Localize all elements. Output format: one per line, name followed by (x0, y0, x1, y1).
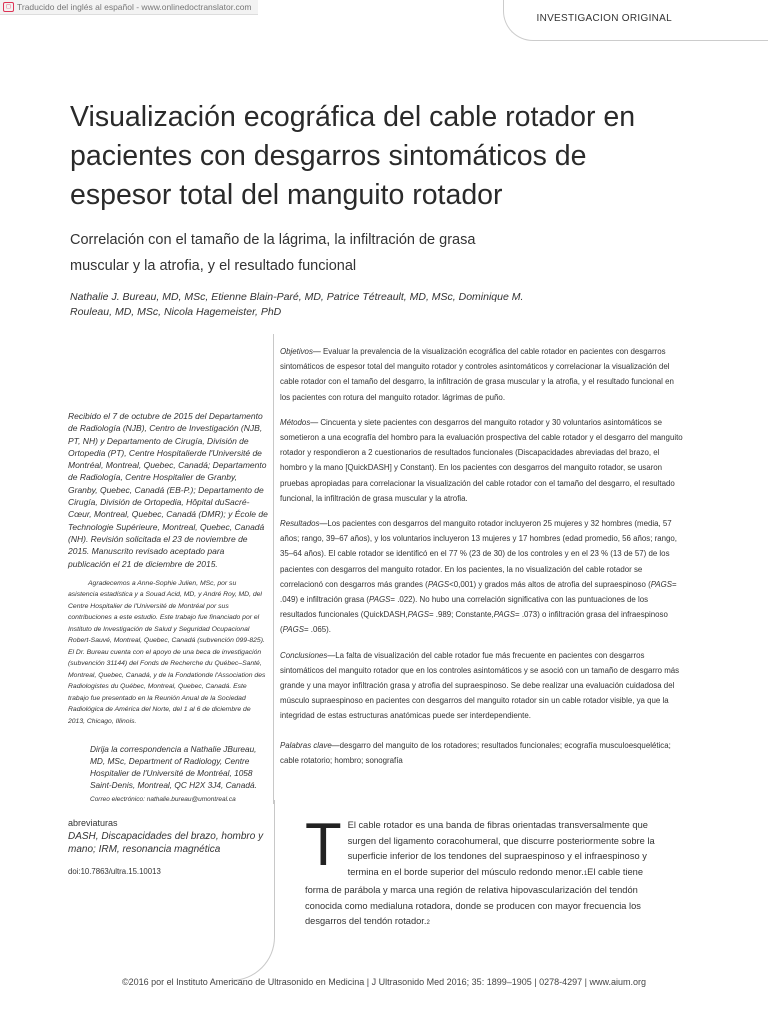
abstract-objectives (280, 344, 684, 405)
abbreviations-heading: abreviaturas (68, 818, 118, 829)
reference-marker[interactable]: 2 (426, 920, 430, 927)
objectives-text: Evaluar la prevalencia de la visualización ecográfica del cable rotador en pacientes con desgarros sintomáticos de espesor total del manguito rotador y controles asintomáticos y correlacionar la visualización del cable rotador con el tamaño del desgarro, la infiltración de grasa muscular y la atrofia, y el resultado funcional en los pacientes con rotura del manguito rotador. lágrimas de puño. (280, 347, 674, 402)
translation-banner[interactable] (0, 0, 258, 15)
results-text: = .022). No hubo una correlación significativa con las puntuaciones de los resultados funcionales (QuickDASH, (280, 595, 649, 620)
acknowledgments: Agradecemos a Anne-Sophie Julien, MSc, por su asistencia estadística y a Souad Acid, MD, y André Roy, MD, del Centre Hospitalier de l'Université de Montréal por sus contribuciones a este estudio. Este trabajo fue financiado por el Instituto de Investigación de Salud y Seguridad Ocupacional Robert-Sauvé, Montreal, Quebec, Canadá (subvención 099-825). El Dr. Bureau cuenta con el apoyo de una beca de investigación (subvención 31144) del Fonds de Recherche du Québec–Santé, Montreal, Quebec, Canadá, y de la Fondationde l'Association des Radiologistes du Québec, Montreal, Quebec, Canadá. Este trabajo fue presentado en la Reunión Anual de la Sociedad Radiológica de América del Norte, del 1 al 6 de diciembre de 2013, Chicago, Illinois. (68, 579, 266, 725)
p-value-label: PAGS (493, 610, 516, 620)
conclusions-text: La falta de visualización del cable rotador fue más frecuente en pacientes con desgarros sintomáticos del manguito rotador que en los controles asintomáticos y se asoció con un tamaño de desgarro más grande y una mayor infiltración grasa y atrofia del supraespinoso. Se debe realizar una evaluación cuidadosa del músculo supraespinoso en pacientes con desgarros del manguito rotador sin un cable rotador visible, ya que la integridad de estas estructuras anatómicas puede ser interdependiente. (280, 650, 680, 721)
methods-label: Métodos— (280, 417, 319, 427)
p-value-label: PAGS (427, 579, 450, 589)
results-text: = .065). (303, 625, 331, 635)
objectives-label: Objetivos— (280, 347, 321, 356)
conclusions-label: Conclusiones— (280, 650, 336, 660)
p-value-label: PAGS (407, 610, 429, 620)
abbreviations-list: DASH, Discapacidades del brazo, hombro y mano; IRM, resonancia magnética (68, 830, 264, 855)
p-value-label: PAGS (650, 579, 673, 589)
reference-marker[interactable]: 1 (583, 871, 588, 878)
translation-banner-text: Traducido del inglés al español - www.onlinedoctranslator.com (17, 2, 252, 12)
methods-text: Cincuenta y siete pacientes con desgarros del manguito rotador y 30 voluntarios asintomáticos se sometieron a una ecografía del hombro para la evaluación prospectiva del cable rotador y el desgarro del manguito rotador y respondieron a 2 cuestionarios de resultados funcionales (Discapacidades abreviadas del brazo, el hombro y la mano [QuickDASH] y Constant). En los pacientes con desgarros del manguito rotador, se usaron pruebas apropiadas para correlacionar la visualización del cable rotador con el tamaño del desgarro, el resultado funcional, la infiltración de grasa muscular y la atrofia. (280, 417, 683, 503)
results-text: Los pacientes con desgarros del manguito rotador incluyeron 25 mujeres y 32 hombres (media, 57 años; rango, 39–67 años), y los voluntarios incluyeron 13 mujeres y 17 hombres (edad promedio, 56 años; rango, 35–64 años). El cable rotador se identificó en el 77 % (23 de 30) de los controles y en el 23 % (13 de 57) de los pacientes con desgarros del manguito rotador. En los pacientes, la no visualización del cable rotador se correlacionó con desgarros más grandes ( (280, 519, 677, 589)
abstract-conclusions (280, 648, 684, 724)
p-value-label: PAGS (282, 625, 304, 635)
drop-cap: T (305, 811, 342, 878)
body-intro (305, 811, 655, 932)
translator-logo-icon: ◻ (3, 2, 14, 12)
correspondence-email: Correo electrónico: nathalie.bureau@umontreal.ca (90, 796, 236, 804)
abstract-frame-line (273, 334, 274, 804)
keywords-text: desgarro del manguito de los rotadores; resultados funcionales; ecografía musculoesquelética; cable rotatorio; hombro; sonografía (280, 740, 671, 765)
author-list: Nathalie J. Bureau, MD, MSc, Etienne Blain-Paré, MD, Patrice Tétreault, MD, MSc, Dominique M. Rouleau, MD, MSc, Nicola Hagemeister, PhD (70, 291, 524, 318)
results-text: = .049) e infiltración grasa ( (280, 579, 677, 605)
results-text: = .073) o infiltración grasa del infraespinoso ( (280, 610, 668, 635)
keywords-label: Palabras clave— (280, 740, 340, 750)
abstract (280, 344, 684, 778)
abstract-frame-curve (230, 800, 275, 981)
article-subtitle: Correlación con el tamaño de la lágrima, la infiltración de grasa muscular y la atrofia, y el resultado funcional (70, 232, 476, 274)
correspondence-address: Dirija la correspondencia a Nathalie JBureau, MD, MSc, Department of Radiology, Centre Hospitalier de l'Université de Montréal, 1058 Saint-Denis, Montreal, QC H2X 3J4, Canadá. (90, 744, 257, 791)
body-text-a: El cable rotador es una banda de fibras orientadas transversalmente que surgen del ligamento coracohumeral, que discurre posteriormente sobre la superficie inferior de los tendones del supraespinoso y el infraespinoso y termina en el borde superior del músculo redondo menor. (347, 820, 655, 878)
abstract-methods (280, 415, 684, 506)
doi: doi:10.7863/ultra.15.10013 (68, 866, 161, 876)
results-text: = .989; Constante, (428, 610, 494, 620)
page-footer: ©2016 por el Instituto Americano de Ultrasonido en Medicina | J Ultrasonido Med 2016; 35: 1899–1905 | 0278-4297 | www.aium.org (122, 977, 646, 987)
abstract-results (280, 516, 684, 638)
article-title: Visualización ecográfica del cable rotador en pacientes con desgarros sintomáticos de espesor total del manguito rotador (70, 101, 636, 211)
abstract-keywords (280, 738, 684, 768)
results-label: Resultados— (280, 519, 328, 529)
p-value-label: PAGS (369, 595, 391, 605)
received-note: Recibido el 7 de octubre de 2015 del Departamento de Radiología (NJB), Centro de Investigación (NJB, PT, NH) y Departamento de Cirugía, División de Ortopedia (PT), Centre Hospitalierde l'Université de Montréal, Montreal, Quebec, Canadá; Departamento de Radiología, Centre Hospitalier de Granby, Granby, Quebec, Canadá (EB-P.); Departamento de Cirugía, División de Ortopedia, Hôpital duSacré-Cœur, Montreal, Quebec, Canadá (DMR); y École de Technologie Supérieure, Montreal, Quebec, Canadá (NH). Revisión solicitada el 23 de noviembre de 2015. Manuscrito revisado aceptado para publicación el 21 de diciembre de 2015. (68, 411, 268, 569)
section-label: INVESTIGACION ORIGINAL (536, 13, 672, 24)
results-text: <0,001) y grados más altos de atrofia del supraespinoso ( (449, 579, 651, 589)
body-paragraph (305, 811, 655, 932)
body-text-b: El cable tiene forma de parábola y marca una región de relativa hipovascularización del tendón conocida como medialuna rotadora, donde se producen con mayor frecuencia los desgarros del tendón rotador. (305, 867, 643, 927)
